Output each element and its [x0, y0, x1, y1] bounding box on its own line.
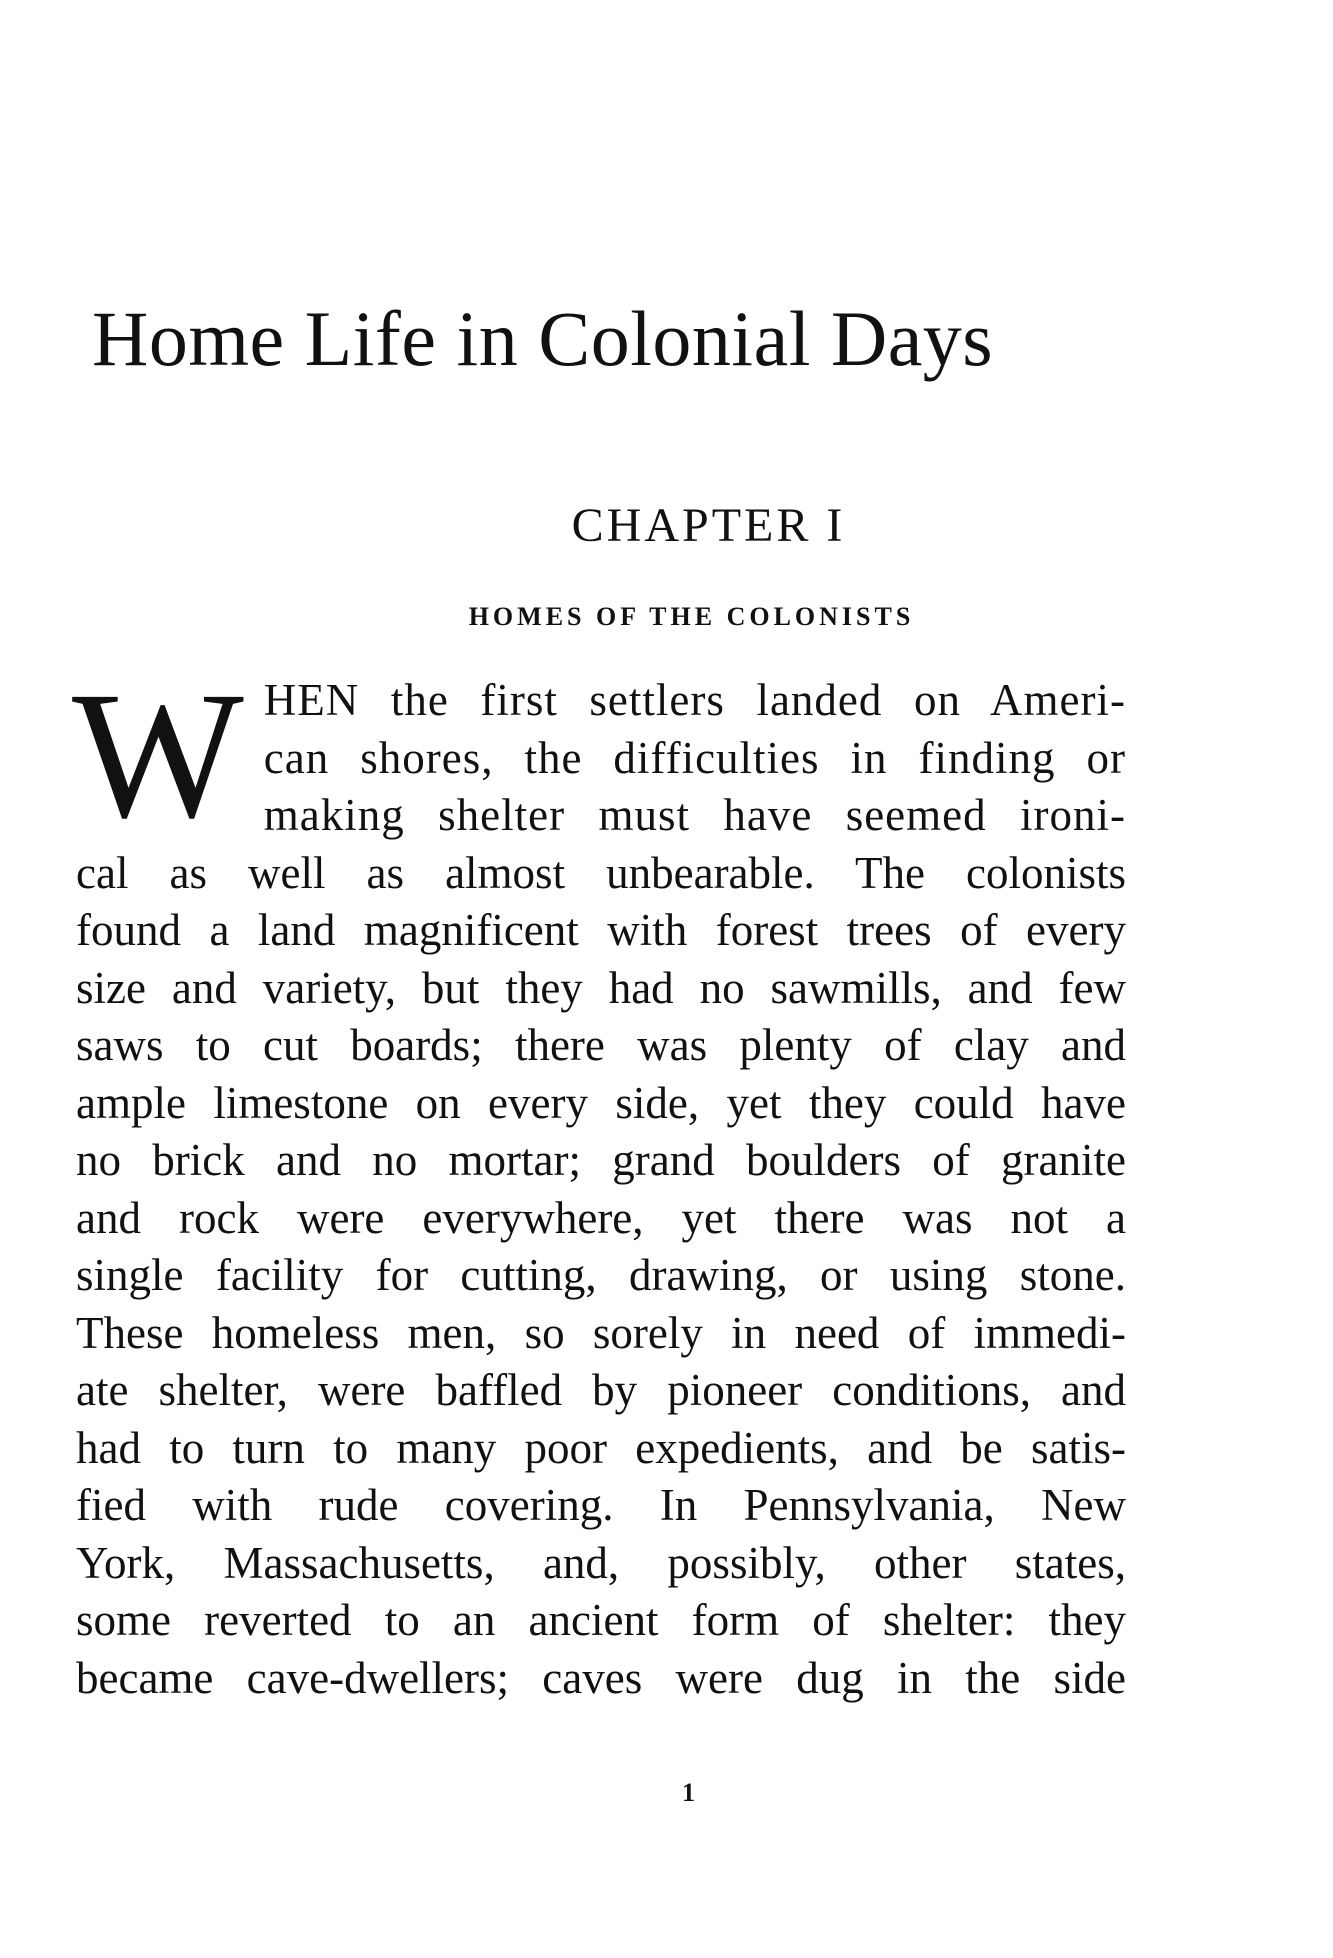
text-line: can shores, the difficulties in finding or: [263, 732, 1126, 783]
text-line: fied with rude covering. In Pennsylvania, New: [76, 1480, 1126, 1530]
text-line: making shelter must have seemed ironi-: [263, 790, 1126, 840]
text-line: single facility for cutting, drawing, or using stone.: [76, 1250, 1126, 1300]
drop-cap: W: [72, 655, 244, 856]
text-line: had to turn to many poor expedients, and be satis-: [76, 1422, 1126, 1473]
text-line: found a land magnificent with forest trees of every: [76, 905, 1126, 955]
text-line: York, Massachusetts, and, possibly, other states,: [76, 1537, 1126, 1588]
text-line: ample limestone on every side, yet they could have: [76, 1077, 1126, 1128]
book-title: Home Life in Colonial Days: [92, 295, 994, 382]
chapter-heading: CHAPTER I: [571, 499, 846, 552]
chapter-subtitle: HOMES OF THE COLONISTS: [468, 602, 915, 631]
text-line: no brick and no mortar; grand boulders of granite: [76, 1135, 1126, 1185]
text-line: cal as well as almost unbearable. The colonists: [76, 847, 1126, 898]
text-line: saws to cut boards; there was plenty of clay and: [76, 1020, 1126, 1070]
text-line: some reverted to an ancient form of shelter: they: [76, 1595, 1126, 1645]
text-line: These homeless men, so sorely in need of immedi-: [76, 1307, 1126, 1358]
text-line: ate shelter, were baffled by pioneer conditions, and: [76, 1365, 1126, 1415]
body-text: [72, 655, 1126, 1707]
text-line: HEN the first settlers landed on Ameri-: [263, 675, 1126, 725]
text-line: and rock were everywhere, yet there was not a: [76, 1192, 1126, 1243]
text-line: became cave-dwellers; caves were dug in the side: [76, 1652, 1126, 1703]
page-number: 1: [682, 1778, 695, 1807]
text-line: size and variety, but they had no sawmills, and few: [76, 962, 1126, 1013]
